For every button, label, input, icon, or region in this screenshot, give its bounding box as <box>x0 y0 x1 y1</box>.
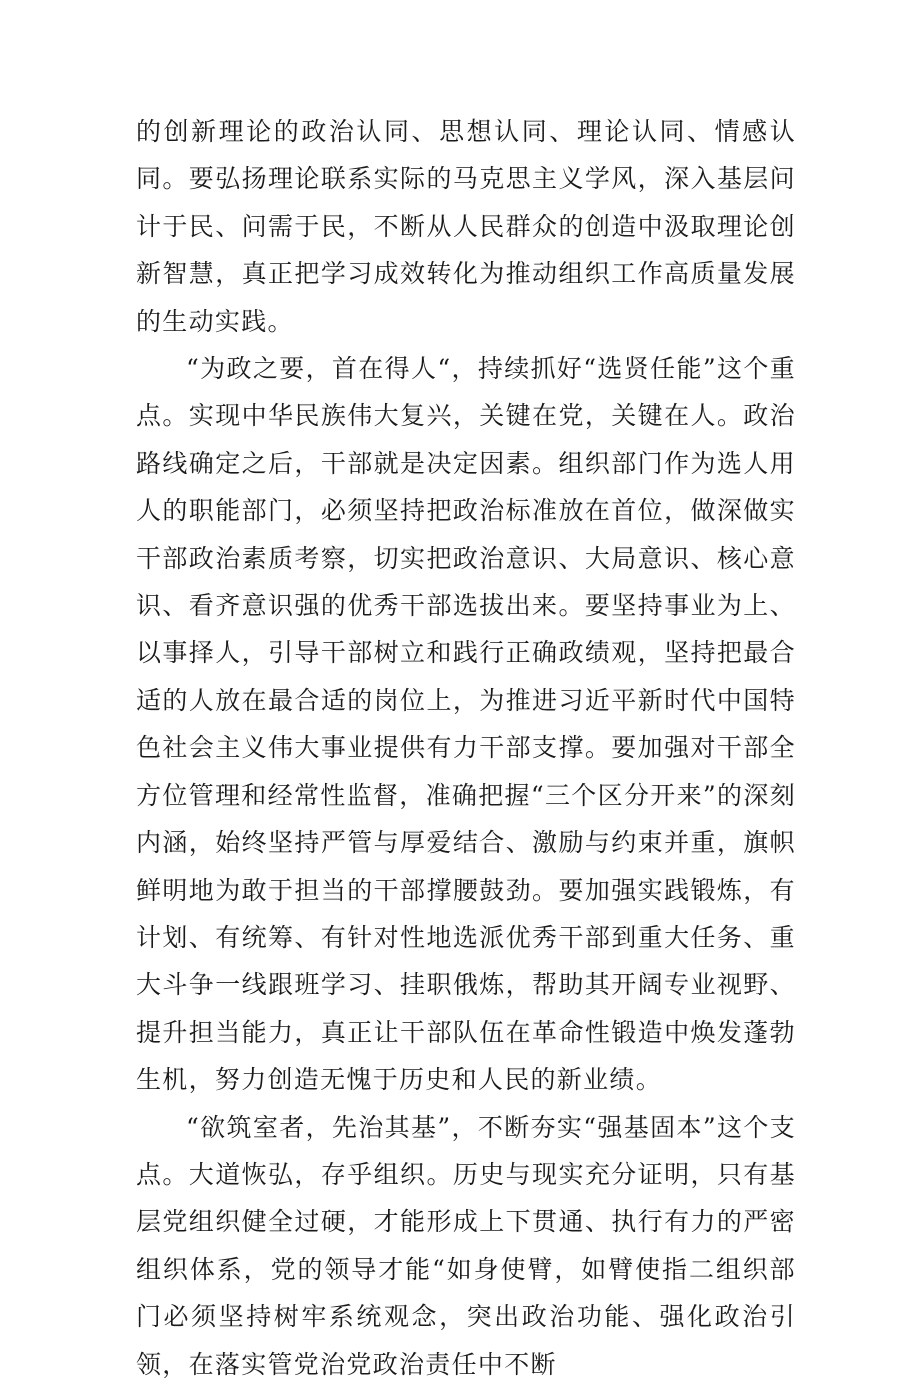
paragraph-1: 的创新理论的政治认同、思想认同、理论认同、情感认同。要弘扬理论联系实际的马克思主义学风，深入基层问计于民、问需于民，不断从人民群众的创造中汲取理论创新智慧，真正把学习成效转化为推动组织工作高质量发展的生动实践。 <box>136 117 796 336</box>
body-text <box>136 108 796 1388</box>
paragraph-3: “欲筑室者，先治其基”，不断夯实“强基固本”这个支点。大道恢弘，存乎组织。历史与现实充分证明，只有基层党组织健全过硬，才能形成上下贯通、执行有力的严密组织体系，党的领导才能“如身使臂，如臂使指二组织部门必须坚持树牢系统观念，突出政治功能、强化政治引领，在落实管党治党政治责任中不断 <box>136 1112 796 1379</box>
paragraph-2: “为政之要，首在得人“，持续抓好“选贤任能”这个重点。实现中华民族伟大复兴，关键在党，关键在人。政治路线确定之后，干部就是决定因素。组织部门作为选人用人的职能部门，必须坚持把政治标准放在首位，做深做实干部政治素质考察，切实把政治意识、大局意识、核心意识、看齐意识强的优秀干部选拔出来。要坚持事业为上、以事择人，引导干部树立和践行正确政绩观，坚持把最合适的人放在最合适的岗位上，为推进习近平新时代中国特色社会主义伟大事业提供有力干部支撑。要加强对干部全方位管理和经常性监督，准确把握“三个区分开来”的深刻内涵，始终坚持严管与厚爱结合、激励与约束并重，旗帜鲜明地为敢于担当的干部撑腰鼓劲。要加强实践锻炼，有计划、有统筹、有针对性地选派优秀干部到重大任务、重大斗争一线跟班学习、挂职俄炼，帮助其开阔专业视野、提升担当能力，真正让干部队伍在革命性锻造中焕发蓬勃生机，努力创造无愧于历史和人民的新业绩。 <box>136 354 796 1095</box>
